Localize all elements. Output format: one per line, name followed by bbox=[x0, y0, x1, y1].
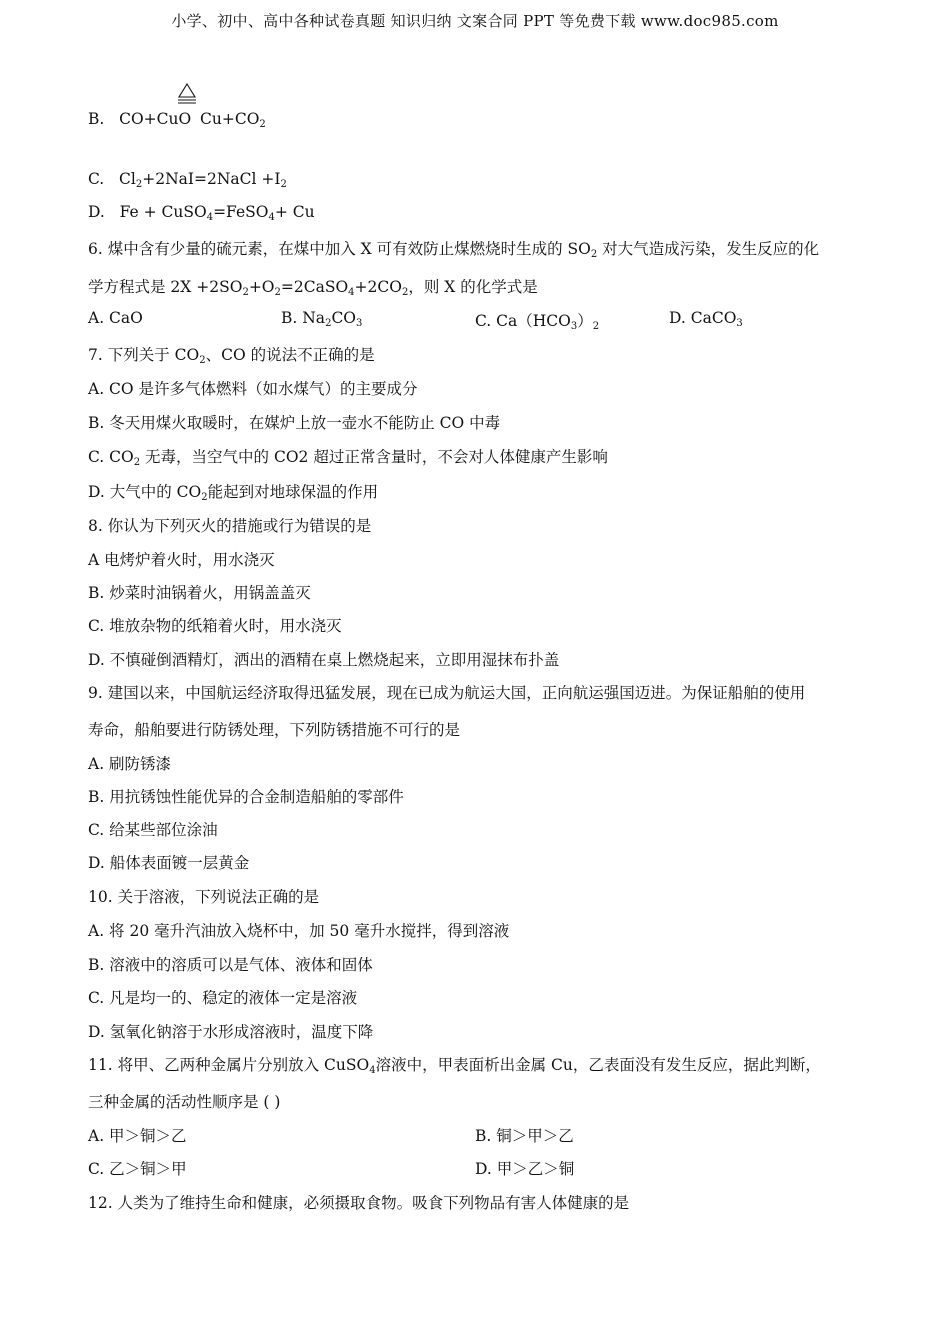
q6-option-a: A. CaO bbox=[88, 309, 143, 327]
q11-stem-line1: 11. 将甲、乙两种金属片分别放入 CuSO$_4$溶液中，甲表面析出金属 Cu，乙表面没有发生反应，据此判断， bbox=[88, 1056, 821, 1076]
q10-option-c: C. 凡是均一的、稳定的液体一定是溶液 bbox=[88, 989, 358, 1007]
q10-option-b: B. 溶液中的溶质可以是气体、液体和固体 bbox=[88, 956, 373, 974]
heating-condition-icon bbox=[176, 82, 198, 108]
q6-stem-line1: 6. 煤中含有少量的硫元素，在煤中加入 X 可有效防止煤燃烧时生成的 $SO_2$ 对大气造成污染，发生反应的化 bbox=[88, 240, 820, 260]
q6-option-b: B. $Na_2CO_3$ bbox=[281, 309, 363, 329]
q5-option-b-product: $Cu+CO_2$ bbox=[200, 110, 266, 130]
q9-option-d: D. 船体表面镀一层黄金 bbox=[88, 854, 250, 872]
q9-option-c: C. 给某些部位涂油 bbox=[88, 821, 218, 839]
q11-option-a: A. 甲＞铜＞乙 bbox=[88, 1127, 187, 1145]
q8-option-a: A 电烤炉着火时，用水浇灭 bbox=[88, 551, 275, 569]
q8-option-d: D. 不慎碰倒酒精灯，洒出的酒精在桌上燃烧起来，立即用湿抹布扑盖 bbox=[88, 651, 560, 669]
q8-option-b: B. 炒菜时油锅着火，用锅盖盖灭 bbox=[88, 584, 311, 602]
q8-stem: 8. 你认为下列灭火的措施或行为错误的是 bbox=[88, 517, 372, 535]
q9-stem-line2: 寿命，船舶要进行防锈处理，下列防锈措施不可行的是 bbox=[88, 721, 461, 739]
q7-stem: 7. 下列关于 $CO_2$、CO 的说法不正确的是 bbox=[88, 346, 375, 366]
q7-option-c: C. $CO_2$ 无毒，当空气中的 CO2 超过正常含量时，不会对人体健康产生影响 bbox=[88, 448, 608, 468]
q10-stem: 10. 关于溶液，下列说法正确的是 bbox=[88, 888, 320, 906]
q8-option-c: C. 堆放杂物的纸箱着火时，用水浇灭 bbox=[88, 617, 342, 635]
q5-option-c: C. $Cl_2+2NaI=2NaCl +I_2$ bbox=[88, 170, 287, 190]
q7-option-a: A. CO 是许多气体燃料（如水煤气）的主要成分 bbox=[88, 380, 418, 398]
q11-option-b: B. 铜＞甲＞乙 bbox=[475, 1127, 574, 1145]
q9-option-b: B. 用抗锈蚀性能优异的合金制造船舶的零部件 bbox=[88, 788, 404, 806]
q6-option-d: D. CaCO$_3$ bbox=[669, 309, 743, 329]
q10-option-d: D. 氢氧化钠溶于水形成溶液时，温度下降 bbox=[88, 1023, 374, 1041]
q10-option-a: A. 将 20 毫升汽油放入烧杯中，加 50 毫升水搅拌，得到溶液 bbox=[88, 922, 510, 940]
q12-stem: 12. 人类为了维持生命和健康，必须摄取食物。吸食下列物品有害人体健康的是 bbox=[88, 1194, 630, 1212]
q5-option-b: B. CO+CuO bbox=[88, 110, 192, 128]
q7-option-d: D. 大气中的 $CO_2$能起到对地球保温的作用 bbox=[88, 483, 379, 503]
q5-option-d: D. Fe + CuSO$_4$=FeSO$_4$+ Cu bbox=[88, 203, 315, 223]
q9-stem-line1: 9. 建国以来，中国航运经济取得迅猛发展，现在已成为航运大国，正向航运强国迈进。为保证船舶的使用 bbox=[88, 684, 806, 702]
q11-option-d: D. 甲＞乙＞铜 bbox=[475, 1160, 575, 1178]
q7-option-b: B. 冬天用煤火取暖时，在媒炉上放一壶水不能防止 CO 中毒 bbox=[88, 414, 501, 432]
q11-option-c: C. 乙＞铜＞甲 bbox=[88, 1160, 187, 1178]
q6-stem-line2: 学方程式是 $2X +2SO_2+O_2=2CaSO_4+2CO_2$，则 X 的化学式是 bbox=[88, 278, 538, 298]
q11-stem-line2: 三种金属的活动性顺序是 ( ) bbox=[88, 1093, 281, 1111]
page-header: 小学、初中、高中各种试卷真题 知识归纳 文案合同 PPT 等免费下载 www.doc985.com bbox=[171, 12, 779, 30]
q9-option-a: A. 刷防锈漆 bbox=[88, 755, 172, 773]
q6-option-c: C. $Ca(HCO_3)_2$ bbox=[475, 312, 600, 332]
